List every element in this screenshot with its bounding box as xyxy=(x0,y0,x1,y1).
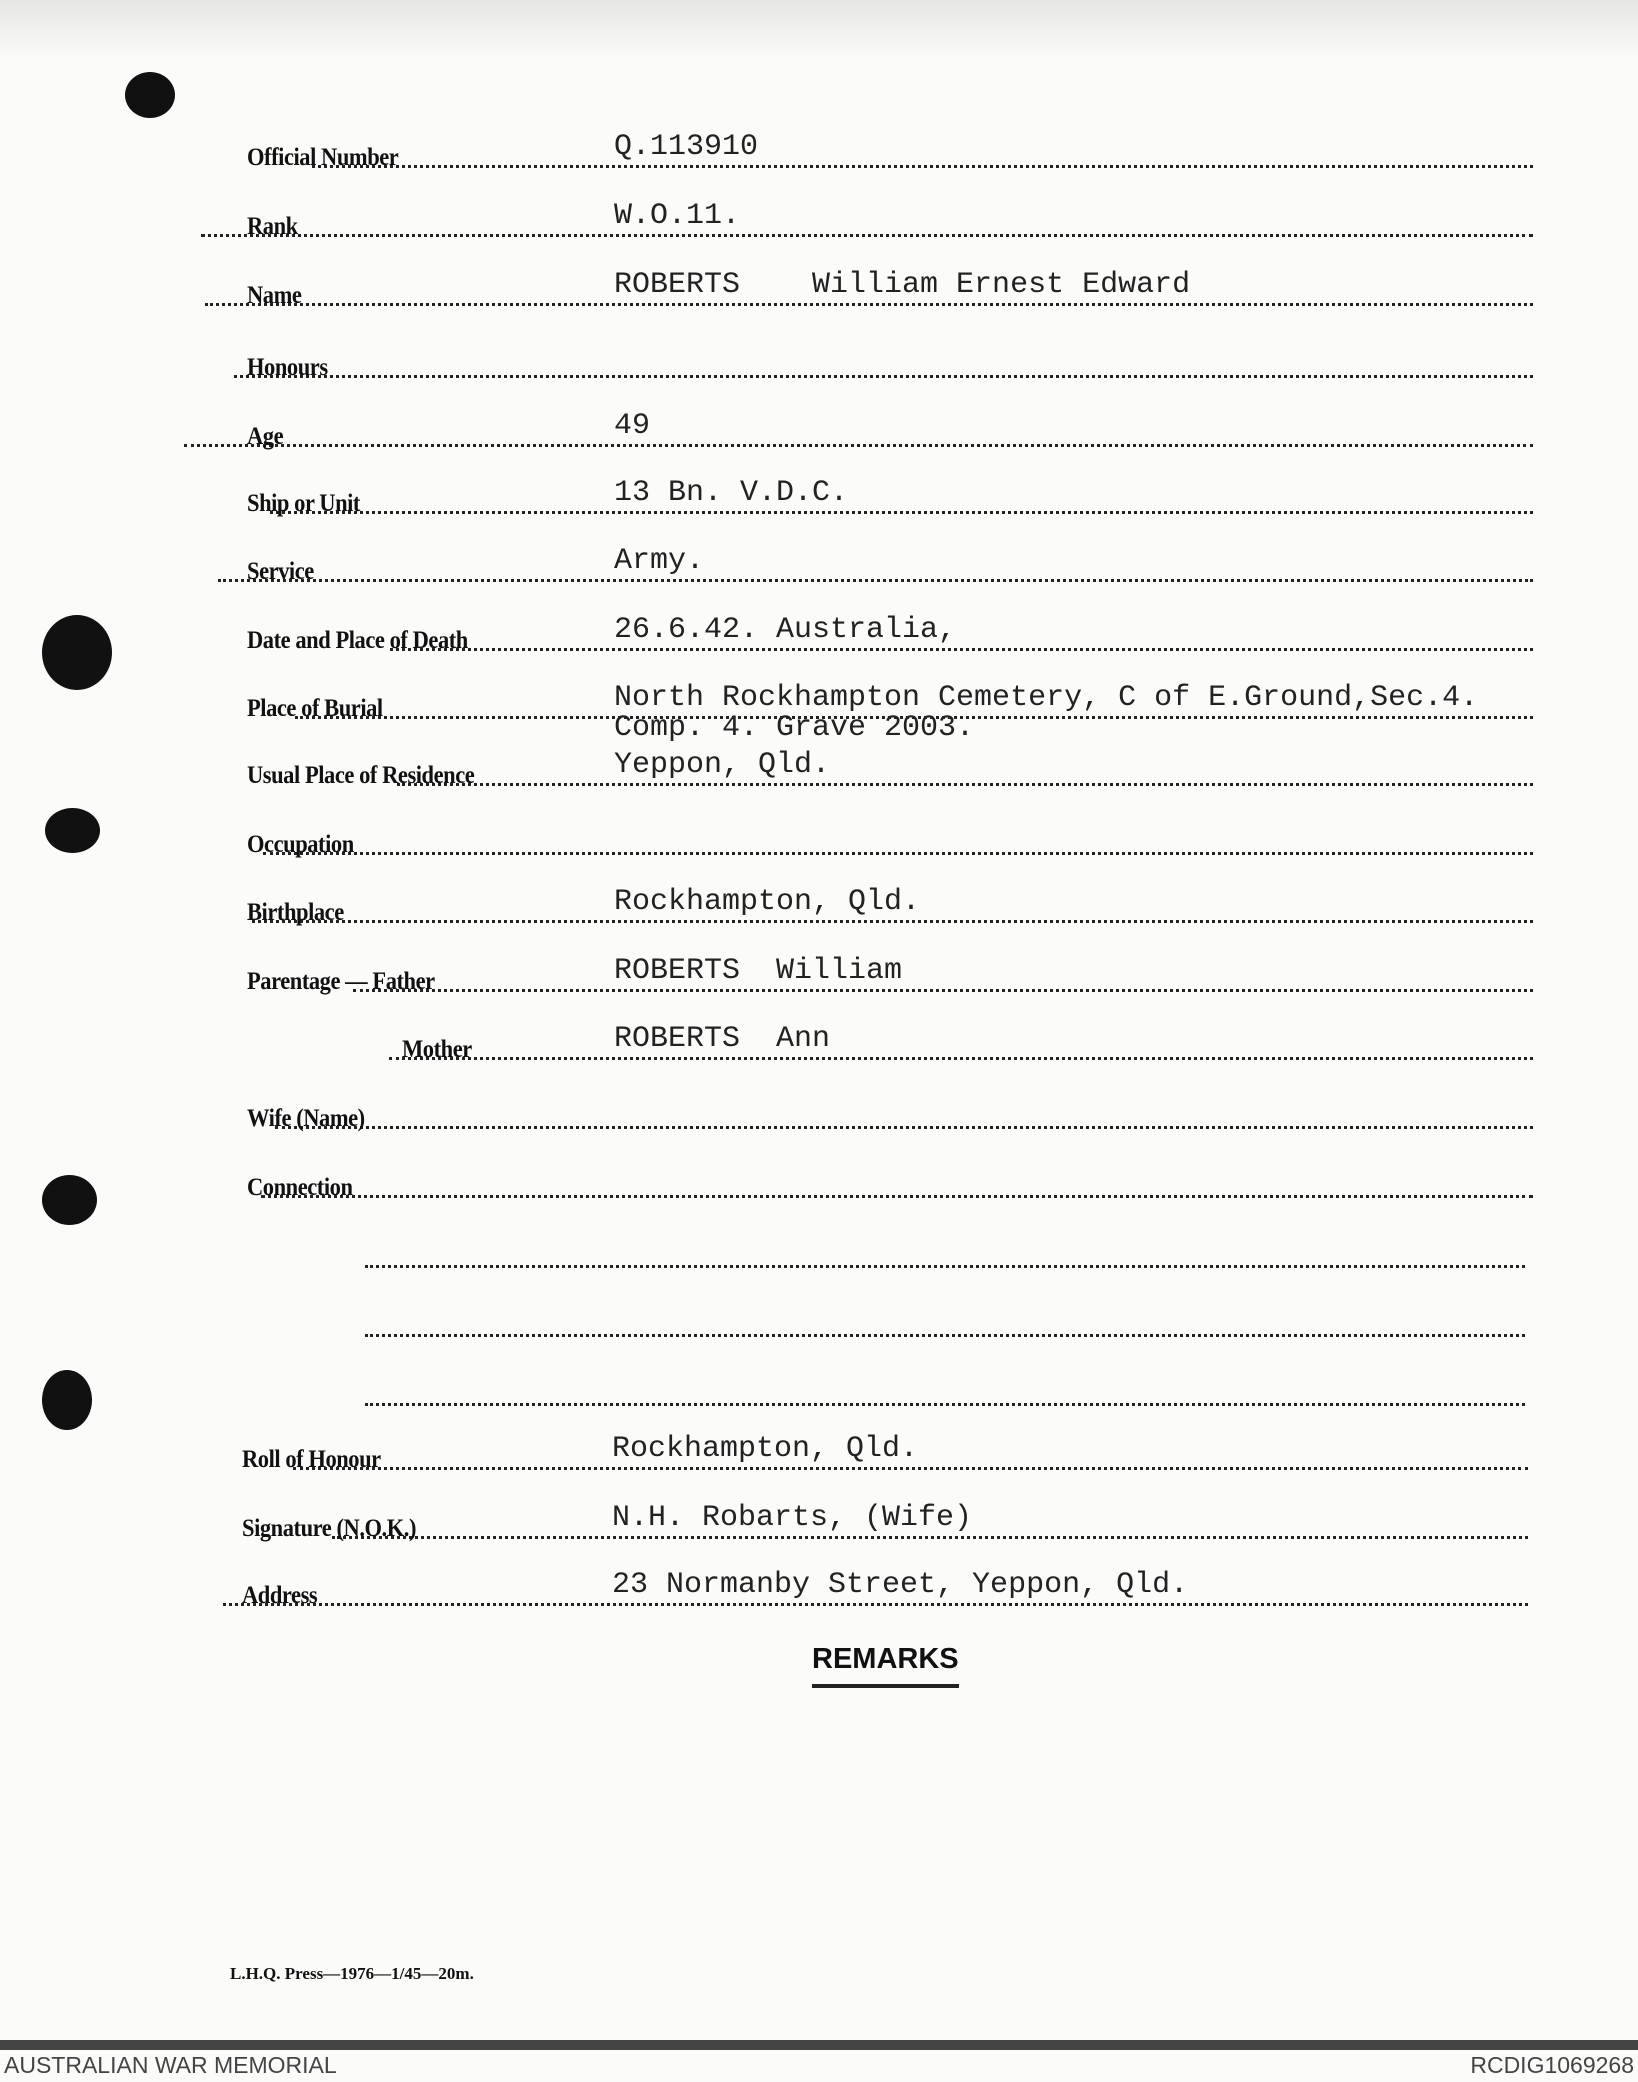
field-label: Parentage — Father xyxy=(247,968,435,995)
field-label: Official Number xyxy=(247,144,399,171)
field-label: Roll of Honour xyxy=(242,1446,381,1473)
punch-hole xyxy=(42,1370,92,1430)
punch-hole xyxy=(42,615,112,690)
field-connection xyxy=(247,1166,1533,1200)
field-occupation xyxy=(247,823,1533,857)
field-value: W.O.11. xyxy=(614,199,741,233)
field-label: Name xyxy=(247,282,302,309)
remarks-heading: REMARKS xyxy=(812,1643,959,1688)
field-age xyxy=(247,409,1533,450)
field-place-of-burial xyxy=(247,681,1533,745)
field-value: Rockhampton, Qld. xyxy=(614,885,921,919)
field-value: N.H. Robarts, (Wife) xyxy=(612,1501,973,1535)
field-date-place-death xyxy=(247,613,1533,654)
blank-line xyxy=(365,1334,1525,1337)
field-value: 13 Bn. V.D.C. xyxy=(614,476,849,510)
field-label: Wife (Name) xyxy=(247,1105,365,1132)
blank-line xyxy=(365,1403,1525,1406)
punch-hole xyxy=(45,808,100,853)
scan-edge-bar xyxy=(0,2040,1638,2050)
field-value: 49 xyxy=(614,409,651,443)
field-value: 26.6.42. Australia, xyxy=(614,613,957,647)
blank-line xyxy=(365,1265,1525,1268)
field-service xyxy=(247,544,1533,585)
press-note: L.H.Q. Press—1976—1/45—20m. xyxy=(230,1964,474,1983)
field-rank xyxy=(247,199,1533,240)
field-label: Birthplace xyxy=(247,899,344,926)
field-label: Date and Place of Death xyxy=(247,627,468,654)
field-name xyxy=(247,268,1533,309)
field-value: ROBERTS Ann xyxy=(614,1022,831,1056)
field-label: Usual Place of Residence xyxy=(247,762,475,789)
field-label: Service xyxy=(247,558,314,585)
field-label: Mother xyxy=(402,1036,472,1063)
field-label: Place of Burial xyxy=(247,695,383,722)
field-label: Ship or Unit xyxy=(247,490,360,517)
field-birthplace xyxy=(247,885,1533,926)
field-label: Honours xyxy=(247,354,328,381)
field-value: Rockhampton, Qld. xyxy=(612,1432,919,1466)
field-usual-residence xyxy=(247,748,1533,789)
footer-institution: AUSTRALIAN WAR MEMORIAL xyxy=(4,2052,337,2078)
field-honours xyxy=(247,346,1533,380)
field-address xyxy=(242,1568,1528,1609)
field-ship-or-unit xyxy=(247,476,1533,517)
field-label: Age xyxy=(247,423,284,450)
field-value: ROBERTS William Ernest Edward xyxy=(614,268,1191,302)
scan-shading xyxy=(0,0,1638,60)
field-label: Rank xyxy=(247,213,298,240)
field-official-number xyxy=(247,130,1533,171)
field-value: Army. xyxy=(614,544,705,578)
field-value-line2: Comp. 4. Grave 2003. xyxy=(614,711,975,745)
punch-hole xyxy=(42,1175,97,1225)
field-signature-nok xyxy=(242,1501,1528,1542)
field-value: Yeppon, Qld. xyxy=(614,748,831,782)
field-value: ROBERTS William xyxy=(614,954,903,988)
field-label: Signature (N.O.K.) xyxy=(242,1515,416,1542)
field-value: Q.113910 xyxy=(614,130,759,164)
field-value: 23 Normanby Street, Yeppon, Qld. xyxy=(612,1568,1189,1602)
field-father xyxy=(247,954,1533,995)
field-label: Connection xyxy=(247,1174,353,1201)
punch-hole xyxy=(125,72,175,118)
footer-record-id: RCDIG1069268 xyxy=(1470,2052,1634,2078)
field-label: Occupation xyxy=(247,831,354,858)
field-wife xyxy=(247,1097,1533,1131)
field-value: North Rockhampton Cemetery, C of E.Ground,Sec.4. xyxy=(614,681,1479,715)
field-mother xyxy=(402,1022,1533,1063)
field-roll-of-honour xyxy=(242,1432,1528,1473)
field-label: Address xyxy=(242,1582,318,1609)
